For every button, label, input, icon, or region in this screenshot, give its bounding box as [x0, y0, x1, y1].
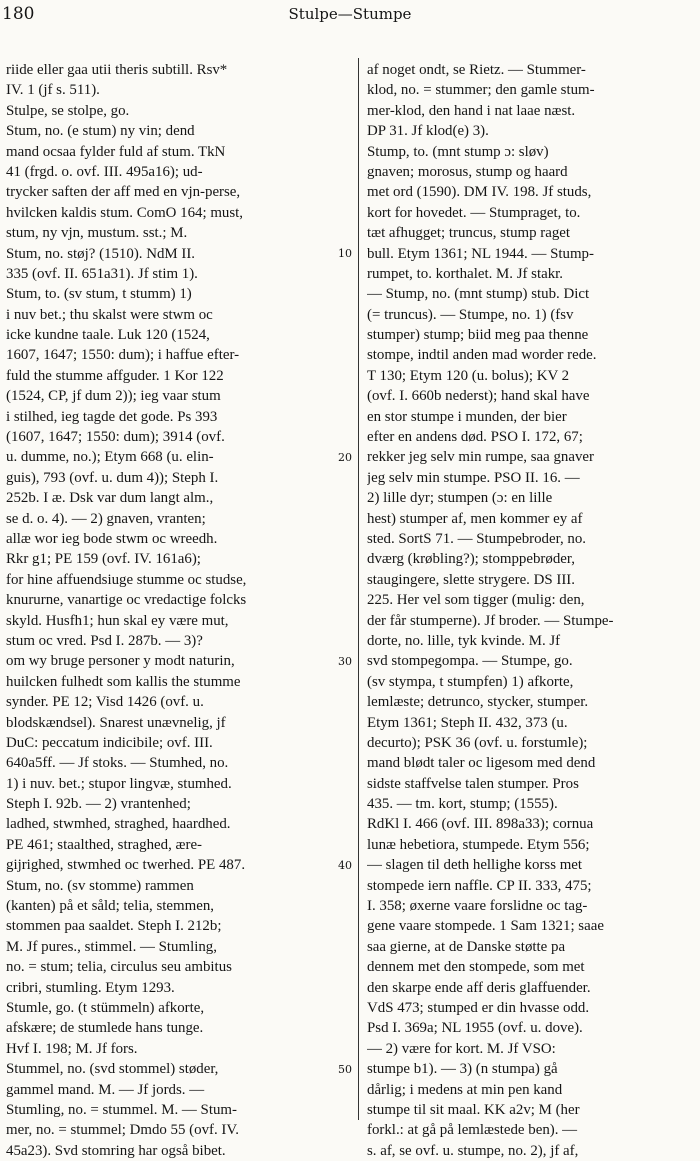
text-line: gene vaare stompede. 1 Sam 1321; saae: [367, 918, 604, 935]
text-line: Stump, to. (mnt stump ɔ: sløv): [367, 143, 549, 160]
line-number: 10: [338, 246, 352, 260]
text-line: Stulpe, se stolpe, go.: [6, 102, 130, 119]
text-line: afskære; de stumlede hans tunge.: [6, 1020, 204, 1037]
text-line: cribri, stumling. Etym 1293.: [6, 979, 175, 996]
text-line: stompe, indtil anden mad worder rede.: [367, 347, 597, 364]
text-line: decurto); PSK 36 (ovf. u. forstumle);: [367, 734, 588, 751]
text-line: bull. Etym 1361; NL 1944. — Stump-: [367, 245, 594, 262]
text-line: — 2) være for kort. M. Jf VSO:: [367, 1040, 556, 1057]
text-line: stompede iern naffle. CP II. 333, 475;: [367, 877, 592, 894]
text-line: sted. SortS 71. — Stumpebroder, no.: [367, 530, 587, 547]
text-line: mer-klod, den hand i nat laae næst.: [367, 102, 576, 119]
text-line: for hine affuendsiuge stumme oc studse,: [6, 571, 247, 588]
text-line: — slagen til deth hellighe korss met: [367, 857, 583, 874]
text-line: i stilhed, ieg tagde det gode. Ps 393: [6, 408, 218, 425]
text-line: stumpe b1). — 3) (n stumpa) gå: [367, 1061, 558, 1078]
text-line: riide eller gaa utii theris subtill. Rsv*: [6, 62, 228, 78]
text-line: M. Jf pures., stimmel. — Stumling,: [6, 938, 217, 955]
text-line: no. = stum; telia, circulus seu ambitus: [6, 959, 232, 976]
text-line: T 130; Etym 120 (u. bolus); KV 2: [367, 367, 570, 384]
text-line: Rkr g1; PE 159 (ovf. IV. 161a6);: [6, 551, 201, 568]
text-line: DuC: peccatum indicibile; ovf. III.: [6, 734, 213, 751]
text-line: svd stompegompa. — Stumpe, go.: [367, 653, 573, 670]
text-line: RdKl I. 466 (ovf. III. 898a33); cornua: [367, 816, 594, 833]
text-line: 1607, 1647; 1550: dum); i haffue efter-: [6, 347, 240, 364]
text-line: rekker jeg selv min rumpe, saa gnaver: [367, 449, 594, 466]
text-line: 252b. I æ. Dsk var dum langt alm.,: [6, 490, 214, 507]
text-line: mand blødt taler oc ligesom med dend: [367, 755, 596, 772]
text-line: allæ wor ieg bode stwm oc wreedh.: [6, 530, 218, 547]
text-line: stumper) stump; biid meg paa thenne: [367, 327, 589, 344]
text-line: om wy bruge personer y modt naturin,: [6, 653, 235, 670]
line-number: 30: [338, 654, 352, 668]
text-line: I. 358; øxerne vaare forslidne oc tag-: [367, 898, 588, 915]
text-line: hest) stumper af, men kommer ey af: [367, 510, 583, 527]
text-line: lunæ hebetiora, stumpede. Etym 556;: [367, 836, 590, 853]
text-line: — Stump, no. (mnt stump) stub. Dict: [367, 286, 590, 303]
text-line: kort for hovedet. — Stumpraget, to.: [367, 204, 581, 221]
text-line: sidste staffvelse talen stumper. Pros: [367, 775, 579, 792]
text-line: stum, ny vjn, mustum. sst.; M.: [6, 225, 188, 242]
text-line: stumpe til sit maal. KK a2v; M (her: [367, 1101, 580, 1118]
text-line: en stor stumpe i munden, der bier: [367, 408, 567, 425]
text-line: u. dumme, no.); Etym 668 (u. elin-: [6, 449, 214, 466]
right-column: [367, 60, 697, 1161]
text-line: fuld the stumme affguder. 1 Kor 122: [6, 367, 224, 384]
text-line: den skarpe ende aff deris glaffuender.: [367, 979, 591, 996]
text-line: knururne, vanartige oc vredactige folcks: [6, 592, 247, 609]
text-line: mand ocsaa fylder fuld af stum. TkN: [6, 143, 226, 160]
text-line: Stumle, go. (t stümmeln) afkorte,: [6, 999, 205, 1016]
text-line: Hvf I. 198; M. Jf fors.: [6, 1040, 138, 1057]
text-line: guis), 793 (ovf. u. dum 4)); Steph I.: [6, 469, 219, 486]
text-line: efter en andens død. PSO I. 172, 67;: [367, 429, 583, 446]
text-line: lemlæste; detrunco, stycker, stumper.: [367, 694, 589, 711]
text-line: 335 (ovf. II. 651a31). Jf stim 1).: [6, 265, 198, 282]
running-title: Stulpe—Stumpe: [288, 5, 412, 23]
text-line: Etym 1361; Steph II. 432, 373 (u.: [367, 714, 568, 731]
text-line: Psd I. 369a; NL 1955 (ovf. u. dove).: [367, 1020, 583, 1037]
text-line: Stummel, no. (svd stommel) støder,: [6, 1061, 219, 1078]
text-line: dorte, no. lille, tyk kvinde. M. Jf: [367, 632, 561, 649]
page-number: 180: [2, 4, 35, 24]
text-line: gammel mand. M. — Jf jords. —: [6, 1081, 205, 1098]
text-line: 1) i nuv. bet.; stupor lingvæ, stumhed.: [6, 775, 232, 792]
text-line: synder. PE 12; Visd 1426 (ovf. u.: [6, 694, 204, 711]
text-line: dårlig; i medens at min pen kand: [367, 1081, 563, 1098]
text-line: Stumling, no. = stummel. M. — Stum-: [6, 1101, 237, 1118]
text-line: VdS 473; stumped er din hvasse odd.: [367, 999, 590, 1016]
text-line: rumpet, to. korthalet. M. Jf stakr.: [367, 265, 564, 282]
text-line: (kanten) på et såld; telia, stemmen,: [6, 898, 214, 915]
text-line: i nuv bet.; thu skalst were stwm oc: [6, 306, 213, 323]
text-line: dværg (krøbling?); stomppebrøder,: [367, 551, 575, 568]
text-line: met ord (1590). DM IV. 198. Jf studs,: [367, 184, 592, 201]
text-line: tæt afhugget; truncus, stump raget: [367, 225, 571, 242]
text-line: forkl.: at gå på lemlæstede ben). —: [367, 1122, 578, 1139]
text-line: Steph I. 92b. — 2) vrantenhed;: [6, 796, 191, 813]
page-header: [0, 4, 700, 28]
text-line: Stum, no. (e stum) ny vin; dend: [6, 123, 195, 140]
text-line: staugingere, slette strygere. DS III.: [367, 571, 575, 588]
text-line: saa gierne, at de Danske støtte pa: [367, 938, 566, 955]
line-number: 50: [338, 1062, 352, 1076]
text-line: IV. 1 (jf s. 511).: [6, 82, 100, 99]
text-line: af noget ondt, se Rietz. — Stummer-: [367, 62, 586, 78]
text-line: dennem met den stompede, som met: [367, 959, 585, 976]
text-line: (= truncus). — Stumpe, no. 1) (fsv: [367, 306, 574, 323]
text-line: 435. — tm. kort, stump; (1555).: [367, 796, 558, 813]
text-line: (1607, 1647; 1550: dum); 3914 (ovf.: [6, 429, 225, 446]
text-line: icke kundne taale. Luk 120 (1524,: [6, 327, 210, 344]
text-line: PE 461; staalthed, straghed, ære-: [6, 836, 203, 853]
text-line: Stum, to. (sv stum, t stumm) 1): [6, 286, 192, 303]
line-number: 40: [338, 858, 352, 872]
text-line: 45a23). Svd stomring har også bibet.: [6, 1142, 226, 1159]
text-line: Stum, no. støj? (1510). NdM II.: [6, 245, 196, 262]
text-line: Stum, no. (sv stomme) rammen: [6, 877, 194, 894]
text-line: s. af, se ovf. u. stumpe, no. 2), jf af,: [367, 1142, 579, 1159]
text-line: hvilcken kaldis stum. ComO 164; must,: [6, 204, 244, 221]
text-line: huilcken fulhedt som kallis the stumme: [6, 673, 241, 690]
text-line: se d. o. 4). — 2) gnaven, vranten;: [6, 510, 206, 527]
text-line: skyld. Husfh1; hun skal ey være mut,: [6, 612, 229, 629]
text-line: (1524, CP, jf dum 2)); ieg vaar stum: [6, 388, 221, 405]
text-line: (ovf. I. 660b nederst); hand skal have: [367, 388, 590, 405]
text-line: klod, no. = stummer; den gamle stum-: [367, 82, 595, 99]
line-number: 20: [338, 450, 352, 464]
text-line: stum oc vred. Psd I. 287b. — 3)?: [6, 632, 203, 649]
text-line: ladhed, stwmhed, straghed, haardhed.: [6, 816, 231, 833]
text-line: 640a5ff. — Jf stoks. — Stumhed, no.: [6, 755, 229, 772]
text-line: blodskændsel). Snarest unævnelig, jf: [6, 714, 226, 731]
text-line: der får stumperne). Jf broder. — Stumpe-: [367, 612, 614, 629]
text-line: trycker saften der aff med en vjn-perse,: [6, 184, 241, 201]
text-line: (sv stympa, t stumpfen) 1) afkorte,: [367, 673, 574, 690]
text-line: gijrighed, stwmhed oc twerhed. PE 487.: [6, 857, 246, 874]
text-line: DP 31. Jf klod(e) 3).: [367, 123, 489, 140]
text-line: stommen paa saaldet. Steph I. 212b;: [6, 918, 222, 935]
text-line: gnaven; morosus, stump og haard: [367, 163, 568, 180]
text-line: 2) lille dyr; stumpen (ɔ: en lille: [367, 490, 553, 507]
left-column: [6, 60, 348, 1161]
text-line: mer, no. = stummel; Dmdo 55 (ovf. IV.: [6, 1122, 239, 1139]
text-line: 41 (frgd. o. ovf. III. 495a16); ud-: [6, 163, 203, 180]
text-line: 225. Her vel som tigger (mulig: den,: [367, 592, 585, 609]
text-line: jeg selv min stumpe. PSO II. 16. —: [367, 469, 580, 486]
